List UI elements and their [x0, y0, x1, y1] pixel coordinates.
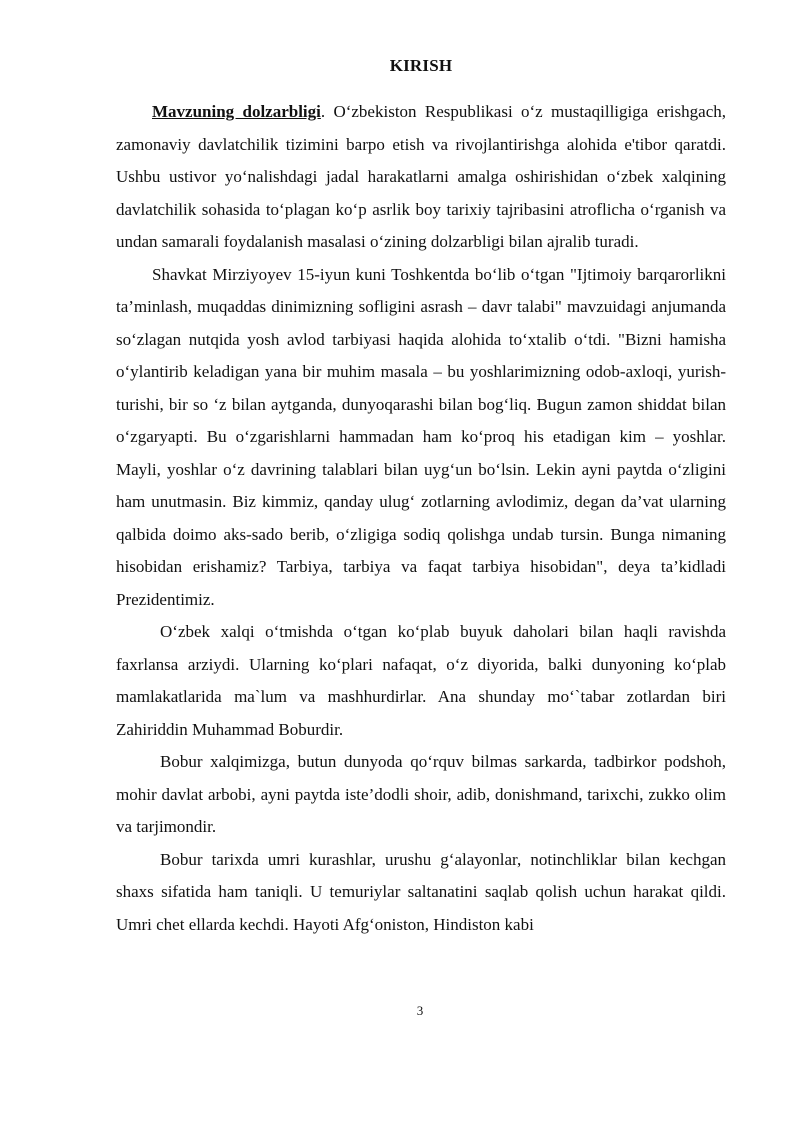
paragraph-text: Shavkat Mirziyoyev 15-iyun kuni Toshkentda bo‘lib o‘tgan "Ijtimoiy barqarorlikni ta’minlash, muqaddas dinimizning sofligini asrash – davr talabi" mavzuidagi anjumanda so‘zlagan nutqida yosh avlod tarbiyasi haqida alohida to‘xtalib o‘tdi. "Bizni hamisha o‘ylantirib keladigan yana bir muhim masala – bu yoshlarimizning odob-axloqi, yurish-turishi, bir so ‘z bilan aytganda, dunyoqarashi bilan bog‘liq. Bugun zamon shiddat bilan o‘zgaryapti. Bu o‘zgarishlarni hammadan ham ko‘proq his etadigan kim – yoshlar. Mayli, yoshlar o‘z davrining talablari bilan uyg‘un bo‘lsin. Lekin ayni paytda o‘zligini ham unutmasin. Biz kimmiz, qanday ulug‘ zotlarning avlodimiz, degan da’vat ularning qalbida doimo aks-sado berib, o‘zligiga sodiq qolishga undab tursin. Bunga nimaning hisobidan erishamiz? Tarbiya, tarbiya va faqat tarbiya hisobidan", deya ta’kidladi Prezidentimiz. [116, 264, 726, 609]
paragraph-president-speech [116, 259, 726, 617]
paragraph-bobur-history [116, 844, 726, 942]
paragraph-text: Bobur tarixda umri kurashlar, urushu g‘alayonlar, notinchliklar bilan kechgan shaxs sifatida ham taniqli. U temuriylar saltanatini saqlab qolish uchun harakat qildi. Umri chet ellarda kechdi. Hayoti Afg‘oniston, Hindiston kabi [116, 849, 726, 934]
paragraph-bobur-intro [116, 746, 726, 844]
paragraph-text: . O‘zbekiston Respublikasi o‘z mustaqilligiga erishgach, zamonaviy davlatchilik tizimini barpo etish va rivojlantirishga alohida e'tibor qaratdi. Ushbu ustivor yo‘nalishdagi jadal harakatlarni amalga oshirishidan o‘zbek xalqining davlatchilik sohasida to‘plagan ko‘p asrlik boy tarixiy tajribasini atroflicha o‘rganish va undan samarali foydalanish masalasi o‘zining dolzarbligi bilan ajralib turadi. [116, 102, 726, 251]
paragraph-text: O‘zbek xalqi o‘tmishda o‘tgan ko‘plab buyuk daholari bilan haqli ravishda faxrlansa arziydi. Ularning ko‘plari nafaqat, o‘z diyorida, balki dunyoning ko‘plab mamlakatlarida ma`lum va mashhurdirlar. Ana shunday mo‘`tabar zotlardan biri Zahiriddin Muhammad Boburdir. [116, 622, 726, 739]
paragraph-uzbek-people [116, 616, 726, 746]
relevance-heading: Mavzuning dolzarbligi [152, 102, 321, 121]
page-number: 3 [416, 1003, 424, 1018]
paragraph-text: Bobur xalqimizga, butun dunyoda qo‘rquv bilmas sarkarda, tadbirkor podshoh, mohir davlat arbobi, ayni paytda iste’dodli shoir, adib, donishmand, tarixchi, zukko olim va tarjimondir. [116, 752, 726, 836]
paragraph-relevance [116, 96, 726, 259]
document-page [116, 56, 726, 941]
section-title: KIRISH [389, 56, 453, 75]
